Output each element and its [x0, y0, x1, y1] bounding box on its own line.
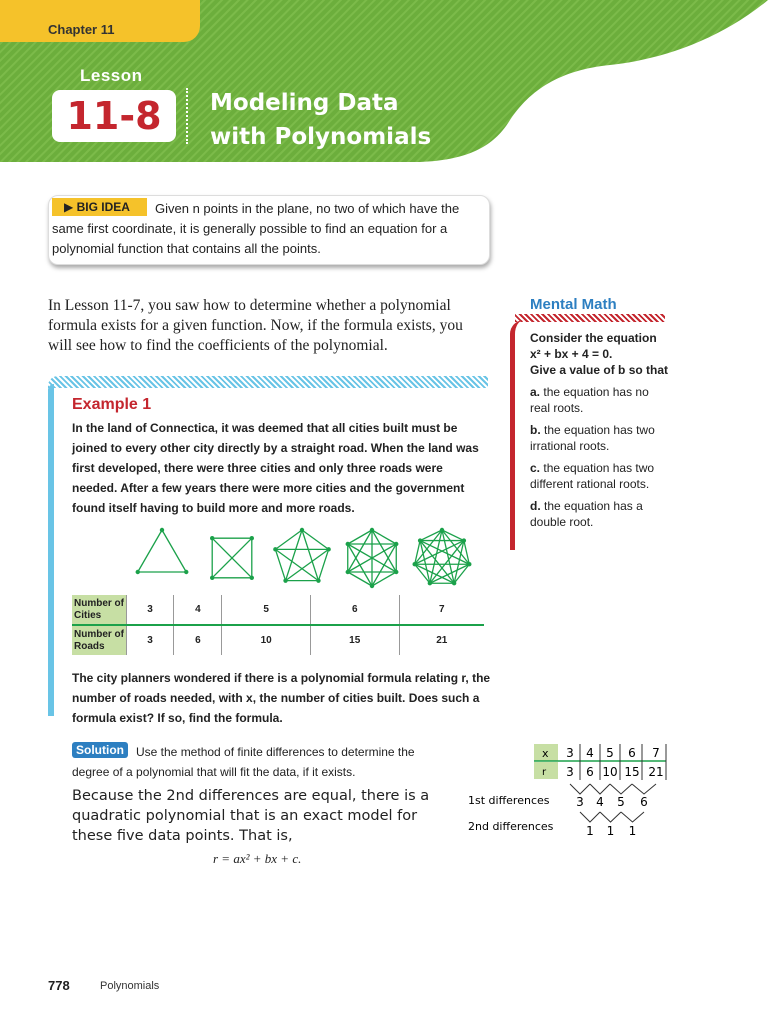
city-node [210, 576, 214, 580]
fd-x-value: 4 [586, 746, 594, 760]
row-label-roads: Number of Roads [72, 625, 126, 655]
city-node [184, 570, 188, 574]
table-cell: 5 [222, 595, 311, 625]
row-label-cities: Number of Cities [72, 595, 126, 625]
road-edge [318, 549, 328, 580]
road-edge [275, 549, 285, 580]
first-diff-label: 1st differences [468, 794, 550, 807]
fd-r-label: r [542, 767, 547, 778]
fd-first-value: 4 [596, 795, 604, 809]
road-edge [286, 549, 329, 580]
lesson-title [210, 86, 431, 154]
page-number: 778 [48, 978, 70, 993]
road-edge [442, 530, 464, 541]
table-row [72, 595, 484, 625]
fd-second-arrow [621, 812, 644, 822]
complete-graphs [130, 520, 480, 590]
fd-x-value: 5 [606, 746, 614, 760]
fd-r-value: 10 [602, 765, 618, 779]
table-cell: 10 [222, 625, 311, 655]
lesson-number: 11-8 [52, 90, 176, 142]
fd-r-value: 3 [566, 765, 574, 779]
fd-second-arrow [580, 812, 600, 822]
example-border [48, 384, 54, 716]
city-node [250, 536, 254, 540]
road-edge [420, 530, 442, 541]
intro-paragraph: In Lesson 11-7, you saw how to determine whether a polynomial formula exists for a given function. Now, if the formula exists, you will see how to find the coefficients of the polynomial. [48, 297, 463, 354]
table-cell: 4 [174, 595, 222, 625]
example-stripe [48, 376, 488, 388]
city-node [326, 547, 330, 551]
city-node [394, 542, 398, 546]
example-text: In the land of Connectica, it was deemed that all cities built must be joined to every other city directly by a straight road. When the land was first developed, there were three cities and only three roads were needed. After a few years there were more cities and the government found itself having to build more and more roads. [72, 421, 479, 515]
fd-x-value: 3 [566, 746, 574, 760]
mm-item: b. the equation has two irrational roots. [530, 423, 655, 453]
table-cell: 6 [174, 625, 222, 655]
fd-first-arrow [590, 784, 610, 794]
fd-x-label: x [542, 747, 549, 760]
table-cell: 15 [310, 625, 399, 655]
fd-first-value: 3 [576, 795, 584, 809]
fd-second-value: 1 [606, 824, 615, 838]
big-idea-text: Given n points in the plane, no two of which have the same first coordinate, it is generally possible to find an equation for a polynomial function that contains all the points. [52, 201, 460, 256]
fd-second-arrow [600, 812, 621, 822]
city-node [440, 528, 444, 532]
mm-item: d. the equation has a double root. [530, 499, 643, 529]
handwritten-solution: Because the 2nd differences are equal, there is a quadratic polynomial that is an exact model for these five data points. That is, [72, 788, 430, 844]
city-node [273, 547, 277, 551]
mm-prompt-2: Give a value of b so that [530, 363, 669, 377]
city-node [136, 570, 140, 574]
fd-r-value: 21 [648, 765, 664, 779]
fd-second-value: 1 [586, 824, 594, 838]
mm-equation: x² + bx + 4 = 0. [530, 347, 613, 361]
fd-first-arrow [570, 784, 590, 794]
title-line-1: Modeling Data [210, 90, 399, 116]
fd-first-value: 6 [640, 795, 648, 809]
fd-x-value: 6 [628, 746, 636, 760]
city-node [467, 562, 471, 566]
mm-item: c. the equation has two different rational roots. [530, 461, 655, 491]
mental-math-content [530, 330, 670, 530]
title-divider [186, 88, 188, 144]
quadratic-formula: r = ax² + bx + c. [213, 851, 302, 866]
city-node [316, 578, 320, 582]
city-node [394, 570, 398, 574]
example-title: Example 1 [72, 396, 152, 413]
lesson-word: Lesson [80, 66, 143, 85]
table-cell: 7 [399, 595, 484, 625]
mm-prompt-1: Consider the equation [530, 331, 657, 345]
footer-section: Polynomials [100, 980, 160, 992]
road-edge [286, 530, 302, 581]
fd-r-value: 15 [624, 765, 640, 779]
mm-item: a. the equation has no real roots. [530, 385, 649, 415]
table-cell: 6 [310, 595, 399, 625]
table-cell: 3 [126, 625, 174, 655]
second-diff-label: 2nd differences [468, 820, 554, 833]
example-question: The city planners wondered if there is a polynomial formula relating r, the number of roads needed, with x, the number of cities built. Does such a formula exist? If so, find the formula. [72, 671, 491, 725]
solution-tag: Solution [72, 742, 128, 758]
road-edge [302, 530, 329, 549]
table-row [72, 625, 484, 655]
solution-text: Use the method of finite differences to determine the degree of a polynomial that will fit the data, if it exists. [72, 745, 415, 779]
city-node [346, 542, 350, 546]
fd-first-arrow [632, 784, 656, 794]
city-node [160, 528, 164, 532]
chapter-label: Chapter 11 [48, 22, 115, 37]
finite-differences [460, 740, 680, 840]
fd-x-value: 7 [652, 746, 660, 760]
big-idea-tag: ▶ BIG IDEA [52, 198, 147, 216]
city-node [428, 581, 432, 585]
city-node [283, 578, 287, 582]
fd-r-value: 6 [586, 765, 594, 779]
road-edge [162, 530, 186, 572]
mental-math-title: Mental Math [530, 296, 617, 313]
fd-first-arrow [610, 784, 632, 794]
cities-roads-table [72, 595, 484, 655]
fd-second-value: 1 [628, 824, 637, 838]
city-node [370, 528, 374, 532]
table-cell: 21 [399, 625, 484, 655]
title-line-2: with Polynomials [210, 124, 432, 150]
city-node [300, 528, 304, 532]
table-cell: 3 [126, 595, 174, 625]
city-node [346, 570, 350, 574]
city-node [413, 562, 417, 566]
city-node [210, 536, 214, 540]
road-edge [275, 530, 302, 549]
city-node [370, 584, 374, 588]
city-node [462, 538, 466, 542]
road-edge [138, 530, 162, 572]
city-node [452, 581, 456, 585]
fd-first-value: 5 [617, 795, 625, 809]
city-node [418, 538, 422, 542]
city-node [250, 576, 254, 580]
road-edge [302, 530, 318, 581]
road-edge [275, 549, 318, 580]
